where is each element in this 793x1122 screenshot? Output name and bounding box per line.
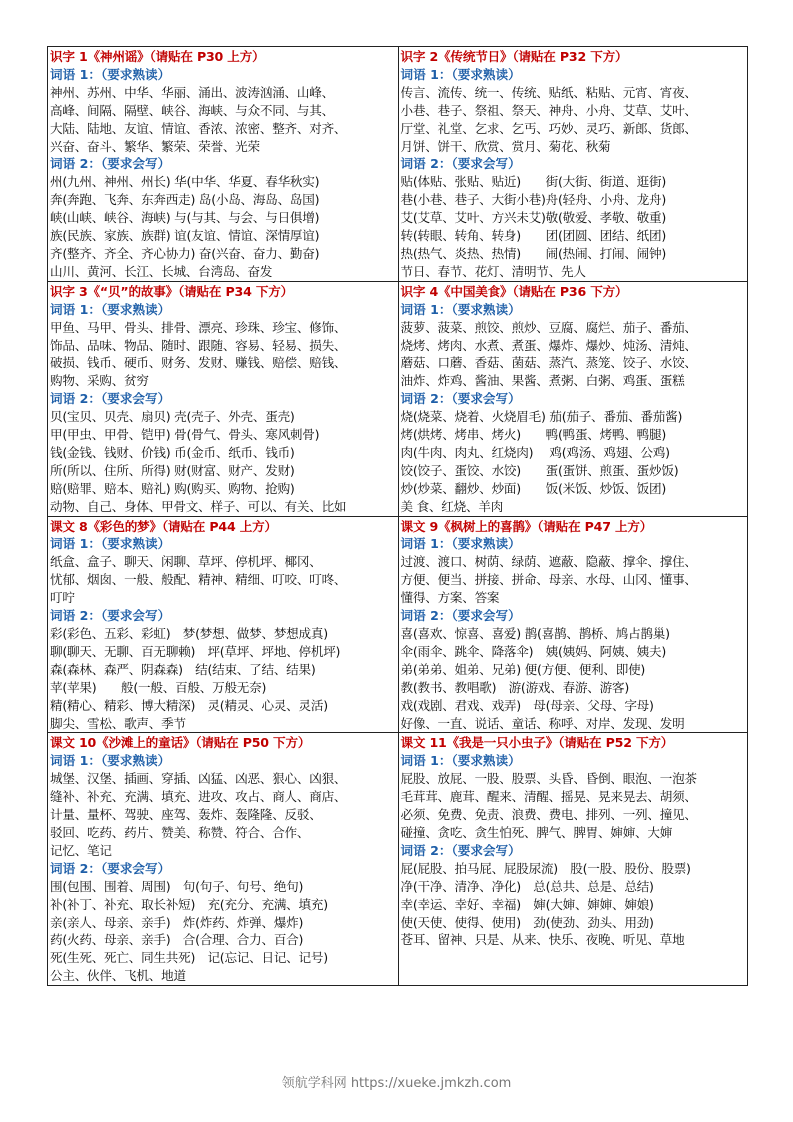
word-line: 族(民族、家族、族群) 谊(友谊、情谊、深情厚谊) xyxy=(50,228,320,244)
read-section-label: 词语 1：（要求熟读） xyxy=(50,753,171,769)
word-line: 伞(雨伞、跳伞、降落伞) 姨(姨妈、阿姨、姨夫) xyxy=(400,643,667,659)
write-section-label: 词语 2：（要求会写） xyxy=(50,608,171,624)
word-line: 州(九州、神州、州长) 华(中华、华夏、春华秋实) xyxy=(50,174,320,190)
word-line: 毛茸茸、鹿茸、醒来、清醒、摇晃、晃来晃去、胡须、 xyxy=(400,789,697,805)
word-line: 弟(弟弟、姐弟、兄弟) 便(方便、便利、即使) xyxy=(400,661,646,677)
word-line: 赔(赔罪、赔本、赔礼) 购(购买、购物、抢购) xyxy=(50,480,295,496)
word-line: 甲(甲虫、甲骨、铠甲) 骨(骨气、骨头、寒风刺骨) xyxy=(50,427,320,443)
word-line: 懂得、方案、答案 xyxy=(400,590,500,606)
lesson-title: 识字 3《“贝”的故事》（请贴在 P34 下方） xyxy=(50,283,294,299)
word-line: 补(补丁、补充、取长补短) 充(充分、充满、填充) xyxy=(50,896,328,912)
read-section-label: 词语 1：（要求熟读） xyxy=(50,301,171,317)
word-line: 热(热气、炎热、热情) 闹(热闹、打闹、闹钟) xyxy=(400,245,667,261)
table-row xyxy=(48,47,747,281)
table-row xyxy=(48,732,747,985)
word-line: 森(森林、森严、阴森森) 结(结束、了结、结果) xyxy=(50,661,316,677)
word-line: 山川、黄河、长江、长城、台湾岛、奋发 xyxy=(50,263,273,279)
word-line: 烧烤、烤肉、水煮、煮蛋、爆炸、爆炒、炖汤、清炖、 xyxy=(400,337,697,353)
word-line: 峡(山峡、峡谷、海峡) 与(与其、与会、与日俱增) xyxy=(50,210,320,226)
word-line: 奔(奔跑、飞奔、东奔西走) 岛(小岛、海岛、岛国) xyxy=(50,192,320,208)
word-line: 蘑菇、口蘑、香菇、菌菇、蒸汽、蒸笼、饺子、水饺、 xyxy=(400,355,697,371)
lesson-cell xyxy=(398,47,748,281)
lesson-table xyxy=(47,46,748,986)
lesson-cell xyxy=(48,47,398,281)
word-line: 节日、春节、花灯、清明节、先人 xyxy=(400,263,586,279)
word-line: 必须、免费、免责、浪费、费电、排列、一列、撞见、 xyxy=(400,807,697,823)
word-line: 彩(彩色、五彩、彩虹) 梦(梦想、做梦、梦想成真) xyxy=(50,626,328,641)
word-line: 聊(聊天、无聊、百无聊赖) 坪(草坪、坪地、停机坪) xyxy=(50,643,341,659)
word-line: 美 食、红烧、羊肉 xyxy=(400,498,504,514)
word-line: 烤(烘烤、烤串、烤火) 鸭(鸭蛋、烤鸭、鸭腿) xyxy=(400,427,667,443)
lesson-title: 识字 4《中国美食》（请贴在 P36 下方） xyxy=(400,283,628,299)
lesson-title: 识字 2《传统节日》（请贴在 P32 下方） xyxy=(400,49,628,64)
word-line: 过渡、渡口、树荫、绿荫、遮蔽、隐蔽、撑伞、撑住、 xyxy=(400,554,697,570)
word-line: 动物、自己、身体、甲骨文、样子、可以、有关、比如 xyxy=(50,498,347,514)
write-section-label: 词语 2：（要求会写） xyxy=(400,391,521,407)
word-line: 苍耳、留神、只是、从来、快乐、夜晚、听见、草地 xyxy=(400,932,685,948)
read-section-label: 词语 1：（要求熟读） xyxy=(50,66,171,82)
word-line: 饰品、品味、物品、随时、跟随、容易、轻易、损失、 xyxy=(50,337,347,353)
word-line: 破损、钱币、硬币、财务、发财、赚钱、赔偿、赔钱、 xyxy=(50,355,347,371)
word-line: 亲(亲人、母亲、亲手) 炸(炸药、炸弹、爆炸) xyxy=(50,914,304,930)
write-section-label: 词语 2：（要求会写） xyxy=(50,156,171,172)
word-line: 喜(喜欢、惊喜、喜爱) 鹊(喜鹊、鹊桥、鸠占鹊巢) xyxy=(400,626,670,641)
read-section-label: 词语 1：（要求熟读） xyxy=(50,536,171,552)
word-line: 大陆、陆地、友谊、情谊、香浓、浓密、整齐、对齐、 xyxy=(50,120,347,136)
read-section-label: 词语 1：（要求熟读） xyxy=(400,66,521,82)
write-section-label: 词语 2：（要求会写） xyxy=(400,608,521,624)
word-line: 记忆、笔记 xyxy=(50,842,112,858)
word-line: 城堡、汉堡、插画、穿插、凶猛、凶恶、狠心、凶狠、 xyxy=(50,771,347,787)
word-line: 驳回、吃药、药片、赞美、称赞、符合、合作、 xyxy=(50,824,310,840)
word-line: 艾(艾草、艾叶、方兴未艾)敬(敬爱、孝敬、敬重) xyxy=(400,210,667,226)
word-line: 月饼、饼干、欣赏、赏月、菊花、秋菊 xyxy=(400,138,611,154)
word-line: 烧(烧菜、烧着、火烧眉毛) 茄(茄子、番茄、番茄酱) xyxy=(400,409,683,425)
word-line: 缝补、补充、充满、填充、进攻、攻占、商人、商店、 xyxy=(50,789,347,805)
write-section-label: 词语 2：（要求会写） xyxy=(400,842,521,858)
word-line: 甲鱼、马甲、骨头、排骨、漂亮、珍珠、珍宝、修饰、 xyxy=(50,319,347,335)
lesson-title: 课文 8《彩色的梦》（请贴在 P44 上方） xyxy=(50,518,277,534)
word-line: 精(精心、精彩、博大精深) 灵(精灵、心灵、灵活) xyxy=(50,697,328,713)
lesson-cell xyxy=(398,282,748,516)
footer-watermark: 领航学科网 https://xueke.jmkzh.com xyxy=(281,1076,512,1091)
word-line: 贴(体贴、张贴、贴近) 街(大街、街道、逛街) xyxy=(400,174,667,190)
word-line: 药(火药、母亲、亲手) 合(合理、合力、百合) xyxy=(50,932,304,948)
word-line: 菠萝、菠菜、煎饺、煎炒、豆腐、腐烂、茄子、番茄、 xyxy=(400,319,697,335)
word-line: 死(生死、死亡、同生共死) 记(忘记、日记、记号) xyxy=(50,950,328,966)
lesson-cell xyxy=(48,517,398,733)
word-line: 贝(宝贝、贝壳、扇贝) 壳(壳子、外壳、蛋壳) xyxy=(50,409,295,425)
word-line: 幸(幸运、幸好、幸福) 婶(大婶、婶婶、婶娘) xyxy=(400,896,654,912)
read-section-label: 词语 1：（要求熟读） xyxy=(400,753,521,769)
word-line: 高峰、间隔、隔壁、峡谷、海峡、与众不同、与其、 xyxy=(50,102,334,118)
table-row xyxy=(48,281,747,516)
write-section-label: 词语 2：（要求会写） xyxy=(400,156,521,172)
word-line: 戏(戏剧、君戏、戏弄) 母(母亲、父母、字母) xyxy=(400,697,654,713)
lesson-title: 课文 9《枫树上的喜鹊》（请贴在 P47 上方） xyxy=(400,518,653,534)
word-line: 油炸、炸鸡、酱油、果酱、煮粥、白粥、鸡蛋、蛋糕 xyxy=(400,373,685,389)
word-line: 碰撞、贪吃、贪生怕死、脾气、脾胃、婶婶、大婶 xyxy=(400,824,673,840)
word-line: 教(教书、教唱歌) 游(游戏、春游、游客) xyxy=(400,679,629,695)
lesson-cell xyxy=(48,733,398,985)
lesson-cell xyxy=(398,733,748,985)
word-line: 购物、采购、贫穷 xyxy=(50,373,149,389)
word-line: 围(包围、围着、周围) 句(句子、句号、绝句) xyxy=(50,878,304,894)
word-line: 纸盒、盒子、聊天、闲聊、草坪、停机坪、椰冈、 xyxy=(50,554,322,570)
word-line: 脚尖、雪松、歌声、季节 xyxy=(50,715,186,731)
lesson-title: 课文 10《沙滩上的童话》（请贴在 P50 下方） xyxy=(50,735,311,751)
word-line: 传言、流传、统一、传统、贴纸、粘贴、元宵、宵夜、 xyxy=(400,84,697,100)
word-line: 使(天使、使得、使用) 劲(使劲、劲头、用劲) xyxy=(400,914,654,930)
word-line: 钱(金钱、钱财、价钱) 币(金币、纸币、钱币) xyxy=(50,444,295,460)
word-line: 厅堂、礼堂、乞求、乞丐、巧妙、灵巧、新郎、货郎、 xyxy=(400,120,697,136)
word-line: 方便、便当、拼接、拼命、母亲、水母、山冈、懂事、 xyxy=(400,572,697,588)
table-row xyxy=(48,516,747,733)
word-line: 巷(小巷、巷子、大街小巷)舟(轻舟、小舟、龙舟) xyxy=(400,192,667,208)
word-line: 肉(牛肉、肉丸、红烧肉) 鸡(鸡汤、鸡翅、公鸡) xyxy=(400,444,670,460)
word-line: 饺(饺子、蛋饺、水饺) 蛋(蛋饼、煎蛋、蛋炒饭) xyxy=(400,462,679,478)
write-section-label: 词语 2：（要求会写） xyxy=(50,860,171,876)
word-line: 屁(屁股、拍马屁、屁股尿流) 股(一股、股份、股票) xyxy=(400,860,691,876)
lesson-cell xyxy=(48,282,398,516)
word-line: 神州、苏州、中华、华丽、涌出、波涛汹涌、山峰、 xyxy=(50,84,334,100)
lesson-cell xyxy=(398,517,748,733)
lesson-title: 课文 11《我是一只小虫子》（请贴在 P52 下方） xyxy=(400,735,674,751)
word-line: 所(所以、住所、所得) 财(财富、财产、发财) xyxy=(50,462,295,478)
word-line: 好像、一直、说话、童话、称呼、对岸、发现、发明 xyxy=(400,715,685,731)
word-line: 叮咛 xyxy=(50,590,75,606)
lesson-title: 识字 1《神州谣》（请贴在 P30 上方） xyxy=(50,49,265,64)
write-section-label: 词语 2：（要求会写） xyxy=(50,391,171,407)
word-line: 屁股、放屁、一股、股票、头昏、昏倒、眼泡、一泡茶 xyxy=(400,771,697,787)
word-line: 苹(苹果) 般(一般、百般、万般无奈) xyxy=(50,679,267,695)
word-line: 计量、量杯、驾驶、座驾、轰炸、轰隆隆、反驳、 xyxy=(50,807,322,823)
word-line: 转(转眼、转角、转身) 团(团圆、团结、纸团) xyxy=(400,228,667,244)
word-line: 忧郁、烟囱、一般、般配、精神、精细、叮咬、叮咚、 xyxy=(50,572,347,588)
word-line: 小巷、巷子、祭祖、祭天、神舟、小舟、艾草、艾叶、 xyxy=(400,102,697,118)
read-section-label: 词语 1：（要求熟读） xyxy=(400,536,521,552)
word-line: 公主、伙伴、飞机、地道 xyxy=(50,968,186,984)
read-section-label: 词语 1：（要求熟读） xyxy=(400,301,521,317)
word-line: 净(干净、清净、净化) 总(总共、总是、总结) xyxy=(400,878,654,894)
word-line: 炒(炒菜、翻炒、炒面) 饭(米饭、炒饭、饭团) xyxy=(400,480,667,496)
word-line: 兴奋、奋斗、繁华、繁荣、荣誉、光荣 xyxy=(50,138,260,154)
word-line: 齐(整齐、齐全、齐心协力) 奋(兴奋、奋力、勤奋) xyxy=(50,245,320,261)
